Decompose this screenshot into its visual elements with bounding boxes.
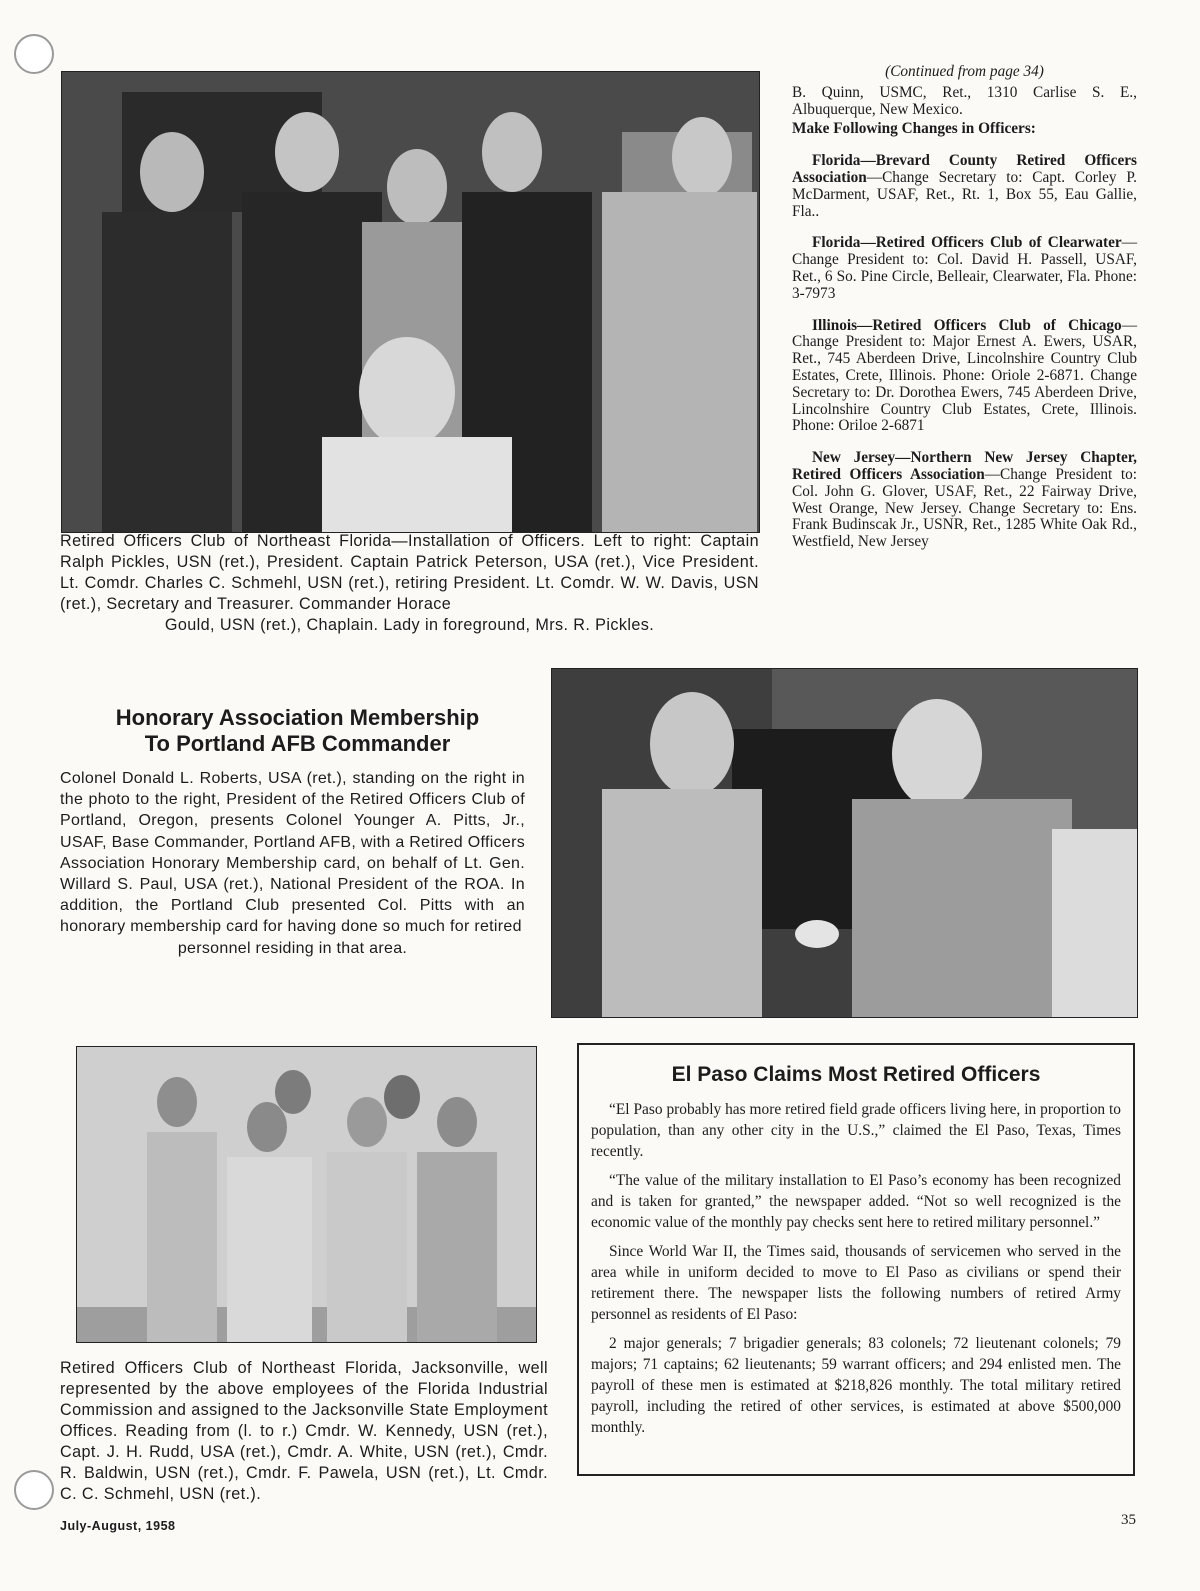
honorary-heading [60,705,535,757]
entry-brevard-lead: Florida—Brevard County Retired Officers Association [792,152,1137,186]
quinn-entry: B. Quinn, USMC, Ret., 1310 Carlise S. E., Albuquerque, New Mexico. [792,83,1137,118]
entry-clearwater [792,235,1137,302]
entry-brevard-text: —Change Secretary to: Capt. Corley P. McDarment, USAF, Ret., Rt. 1, Box 55, Eau Gallie, Fla.. [792,168,1137,220]
entry-new-jersey [792,450,1137,551]
punch-hole-top [14,34,54,74]
honorary-body-last: personnel residing in that area. [177,939,408,957]
honorary-body [60,768,525,959]
entry-chicago [792,318,1137,436]
photo-installation-of-officers [61,71,760,533]
entry-clearwater-lead: Florida—Retired Officers Club of Clearwater [812,234,1122,252]
changes-heading: Make Following Changes in Officers: [792,120,1036,138]
entry-new-jersey-lead: New Jersey—Northern New Jersey Chapter, Retired Officers Association [792,449,1137,483]
officer-changes-column [792,64,1137,566]
photo-jacksonville-group [76,1046,537,1343]
photo3-caption: Retired Officers Club of Northeast Florida, Jacksonville, well represented by the above employees of the Florida Industrial Commission and assigned to the Jacksonville State Employment Offices. Reading from (l. to r.) Cmdr. W. Kennedy, USN (ret.), Capt. J. H. Rudd, USA (ret.), Cmdr. A. White, USN (ret.), Cmdr. R. Baldwin, USN (ret.), Cmdr. F. Pawela, USN (ret.), Lt. Cmdr. C. C. Schmehl, USN (ret.). [60,1359,548,1503]
punch-hole-bottom [14,1470,54,1510]
continued-note: (Continued from page 34) [885,63,1044,80]
issue-date: July-August, 1958 [60,1519,176,1533]
el-paso-title: El Paso Claims Most Retired Officers [671,1063,1041,1086]
entry-chicago-lead: Illinois—Retired Officers Club of Chicago [812,316,1122,334]
photo1-caption [60,531,759,636]
el-paso-box [577,1043,1135,1476]
el-paso-paragraph-3: Since World War II, the Times said, thousands of servicemen who served in the area while in uniform decided to move to El Paso as civilians or spend their retirement there. The newspaper lists the following numbers of retired Army personnel as residents of El Paso: [591,1243,1121,1323]
honorary-heading-line2: To Portland AFB Commander [144,731,451,756]
photo1-caption-body: Retired Officers Club of Northeast Florida—Installation of Officers. Left to right: Captain Ralph Pickles, USN (ret.), President. Captain Patrick Peterson, USA (ret.), Vice President. Lt. Comdr. Charles C. Schmehl, USN (ret.), retiring President. Lt. Comdr. W. W. Davis, USN (ret.), Secretary and Treasurer. Commander Horace [60,532,759,613]
page-number: 35 [1121,1512,1136,1528]
honorary-heading-line1: Honorary Association Membership [115,705,480,730]
photo1-caption-last: Gould, USN (ret.), Chaplain. Lady in foreground, Mrs. R. Pickles. [164,616,655,634]
el-paso-paragraph-4: 2 major generals; 7 brigadier generals; 83 colonels; 72 lieutenant colonels; 79 majors; 71 captains; 62 lieutenants; 59 warrant officers; and 294 enlisted men. The payroll of these men is estimated at $218,826 monthly. The total military retired payroll, including the retired of other services, is estimated at above $500,000 monthly. [591,1335,1121,1436]
el-paso-paragraph-2: “The value of the military installation to El Paso’s economy has been recognized and is taken for granted,” the newspaper added. “Not so well recognized is the economic value of the monthly pay checks sent here to retired military personnel.” [591,1172,1121,1231]
entry-clearwater-text: —Change President to: Col. David H. Passell, USAF, Ret., 6 So. Pine Circle, Belleair, Clearwater, Fla. Phone: 3-7973 [792,234,1137,302]
entry-new-jersey-text: —Change President to: Col. John G. Glover, USAF, Ret., 22 Fairway Drive, West Orange, New Jersey. Change Secretary to: Ens. Frank Budinscak Jr., USNR, Ret., 1285 White Oak Rd., Westfield, New Jersey [792,465,1137,551]
entry-brevard [792,153,1137,220]
el-paso-paragraph-1: “El Paso probably has more retired field grade officers living here, in proportion to population, than any other city in the U.S.,” claimed the El Paso, Texas, Times recently. [591,1101,1121,1160]
entry-chicago-text: —Change President to: Major Ernest A. Ewers, USAR, Ret., 745 Aberdeen Drive, Lincolnshire Country Club Estates, Crete, Illinois. Phone: Oriole 2-6871. Change Secretary to: Dr. Dorothea Ewers, 745 Aberdeen Drive, Lincolnshire Country Club Estates, Crete, Illinois. Phone: Oriloe 2-6871 [792,316,1137,435]
honorary-body-text: Colonel Donald L. Roberts, USA (ret.), standing on the right in the photo to the right, President of the Retired Officers Club of Portland, Oregon, presents Colonel Younger A. Pitts, Jr., USAF, Base Commander, Portland AFB, with a Retired Officers Association Honorary Membership card, on behalf of Lt. Gen. Willard S. Paul, USA (ret.), National President of the ROA. In addition, the Portland Club presented Col. Pitts with an honorary membership card for having done so much for retired [60,770,525,936]
photo-portland-handshake [551,668,1138,1018]
